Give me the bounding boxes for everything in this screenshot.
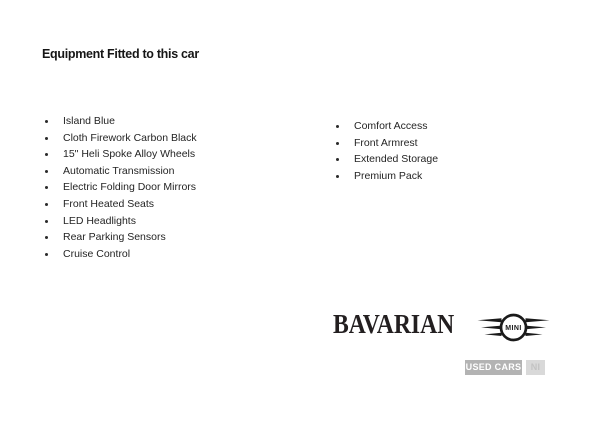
equipment-item: Comfort Access <box>335 118 438 135</box>
mini-wings-logo-icon <box>477 311 553 344</box>
equipment-item: Cruise Control <box>44 246 197 263</box>
ni-badge: NI <box>526 360 545 375</box>
used-cars-ni-badge <box>465 360 545 375</box>
equipment-item: Electric Folding Door Mirrors <box>44 179 197 196</box>
equipment-list-left <box>44 113 197 262</box>
equipment-item: Cloth Firework Carbon Black <box>44 130 197 147</box>
equipment-item: Island Blue <box>44 113 197 130</box>
equipment-item: 15" Heli Spoke Alloy Wheels <box>44 146 197 163</box>
used-cars-badge: USED CARS <box>465 360 522 375</box>
equipment-item: Premium Pack <box>335 168 438 185</box>
equipment-item: Automatic Transmission <box>44 163 197 180</box>
equipment-list-right <box>335 118 438 184</box>
equipment-item: LED Headlights <box>44 213 197 230</box>
equipment-item: Rear Parking Sensors <box>44 229 197 246</box>
equipment-item: Front Armrest <box>335 135 438 152</box>
page-title: Equipment Fitted to this car <box>42 47 199 61</box>
equipment-item: Extended Storage <box>335 151 438 168</box>
equipment-item: Front Heated Seats <box>44 196 197 213</box>
dealer-logo-text: BAVARIAN <box>333 309 455 339</box>
mini-logo-text: MINI <box>505 325 522 333</box>
